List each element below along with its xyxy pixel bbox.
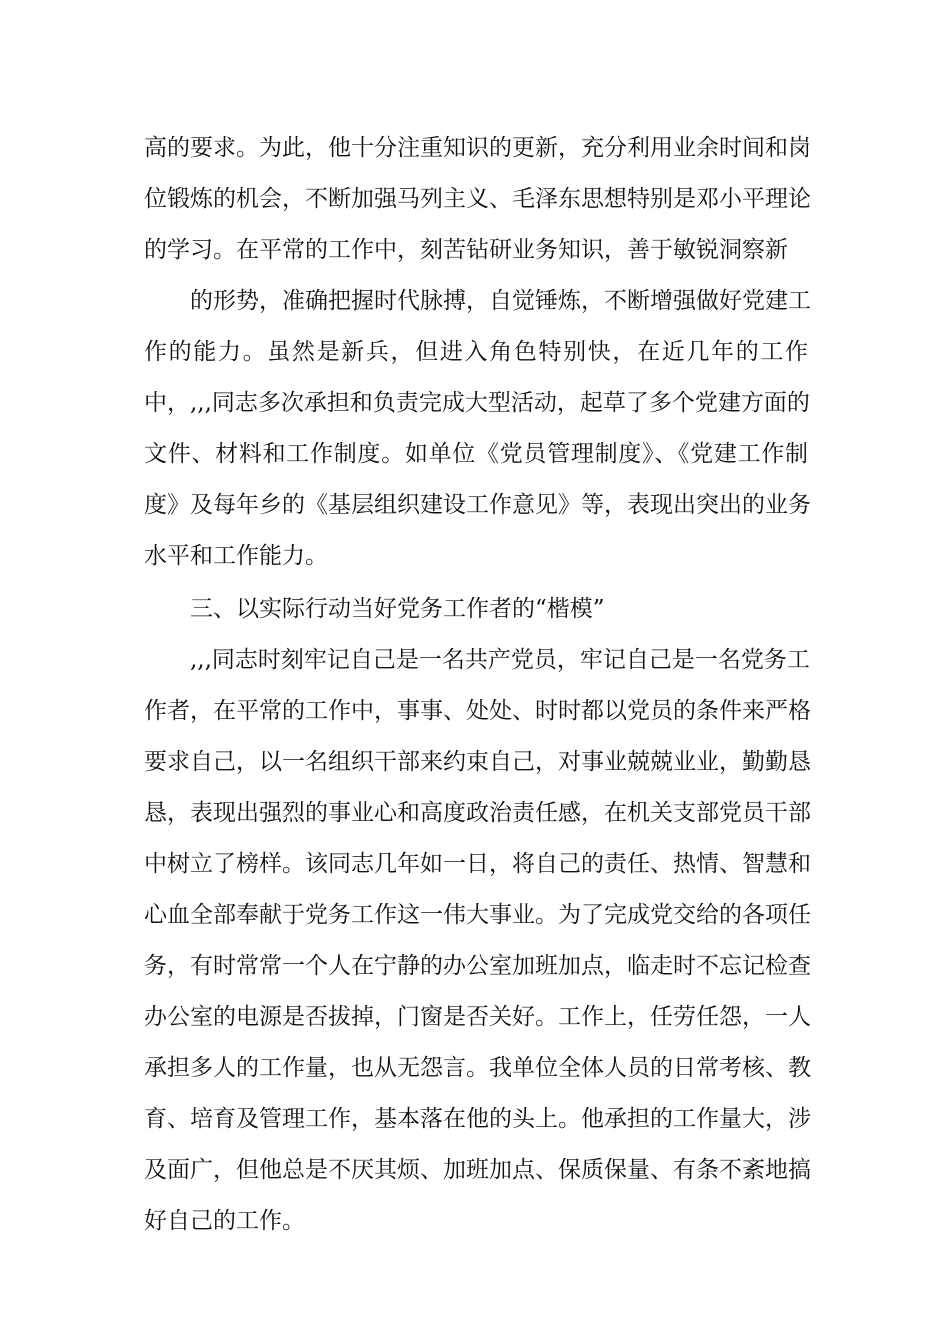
text-line: 要求自己，以一名组织干部来约束自己，对事业兢兢业业，勤勤恳 <box>144 749 811 775</box>
text-line: 办公室的电源是否拔掉，门窗是否关好。工作上，任劳任怨，一人 <box>144 1004 811 1030</box>
text-line: 高的要求。为此，他十分注重知识的更新，充分利用业余时间和岗 <box>144 135 811 161</box>
text-line: 及面广，但他总是不厌其烦、加班加点、保质保量、有条不紊地搞 <box>144 1157 811 1183</box>
text-line: 作者，在平常的工作中，事事、处处、时时都以党员的条件来严格 <box>144 698 811 724</box>
text-line: ,,,同志时刻牢记自己是一名共产党员，牢记自己是一名党务工 <box>190 647 810 673</box>
text-line: 位锻炼的机会，不断加强马列主义、毛泽东思想特别是邓小平理论 <box>144 186 811 212</box>
text-line: 好自己的工作。 <box>144 1208 305 1234</box>
text-line: 中树立了榜样。该同志几年如一日，将自己的责任、热情、智慧和 <box>144 851 811 877</box>
text-line: 文件、材料和工作制度。如单位《党员管理制度》、《党建工作制 <box>144 441 808 467</box>
text-line: 的学习。在平常的工作中，刻苦钻研业务知识，善于敏锐洞察新 <box>144 237 788 263</box>
text-line: 务，有时常常一个人在宁静的办公室加班加点，临走时不忘记检查 <box>144 953 811 979</box>
section-heading: 三、以实际行动当好党务工作者的“楷模” <box>190 596 605 622</box>
text-line: 作的能力。虽然是新兵，但进入角色特别快，在近几年的工作 <box>144 339 808 365</box>
text-line: 中，,,,同志多次承担和负责完成大型活动，起草了多个党建方面的 <box>144 390 810 416</box>
text-line: 水平和工作能力。 <box>144 543 328 569</box>
text-line: 承担多人的工作量，也从无怨言。我单位全体人员的日常考核、教 <box>144 1055 811 1081</box>
document-body <box>144 130 811 1254</box>
text-line: 育、培育及管理工作，基本落在他的头上。他承担的工作量大，涉 <box>144 1106 811 1132</box>
text-line: 度》及每年乡的《基层组织建设工作意见》等，表现出突出的业务 <box>144 492 811 518</box>
text-line: 的形势，准确把握时代脉搏，自觉锤炼，不断增强做好党建工 <box>190 288 811 314</box>
text-line: 恳，表现出强烈的事业心和高度政治责任感，在机关支部党员干部 <box>144 800 811 826</box>
text-line: 心血全部奉献于党务工作这一伟大事业。为了完成党交给的各项任 <box>144 902 811 928</box>
